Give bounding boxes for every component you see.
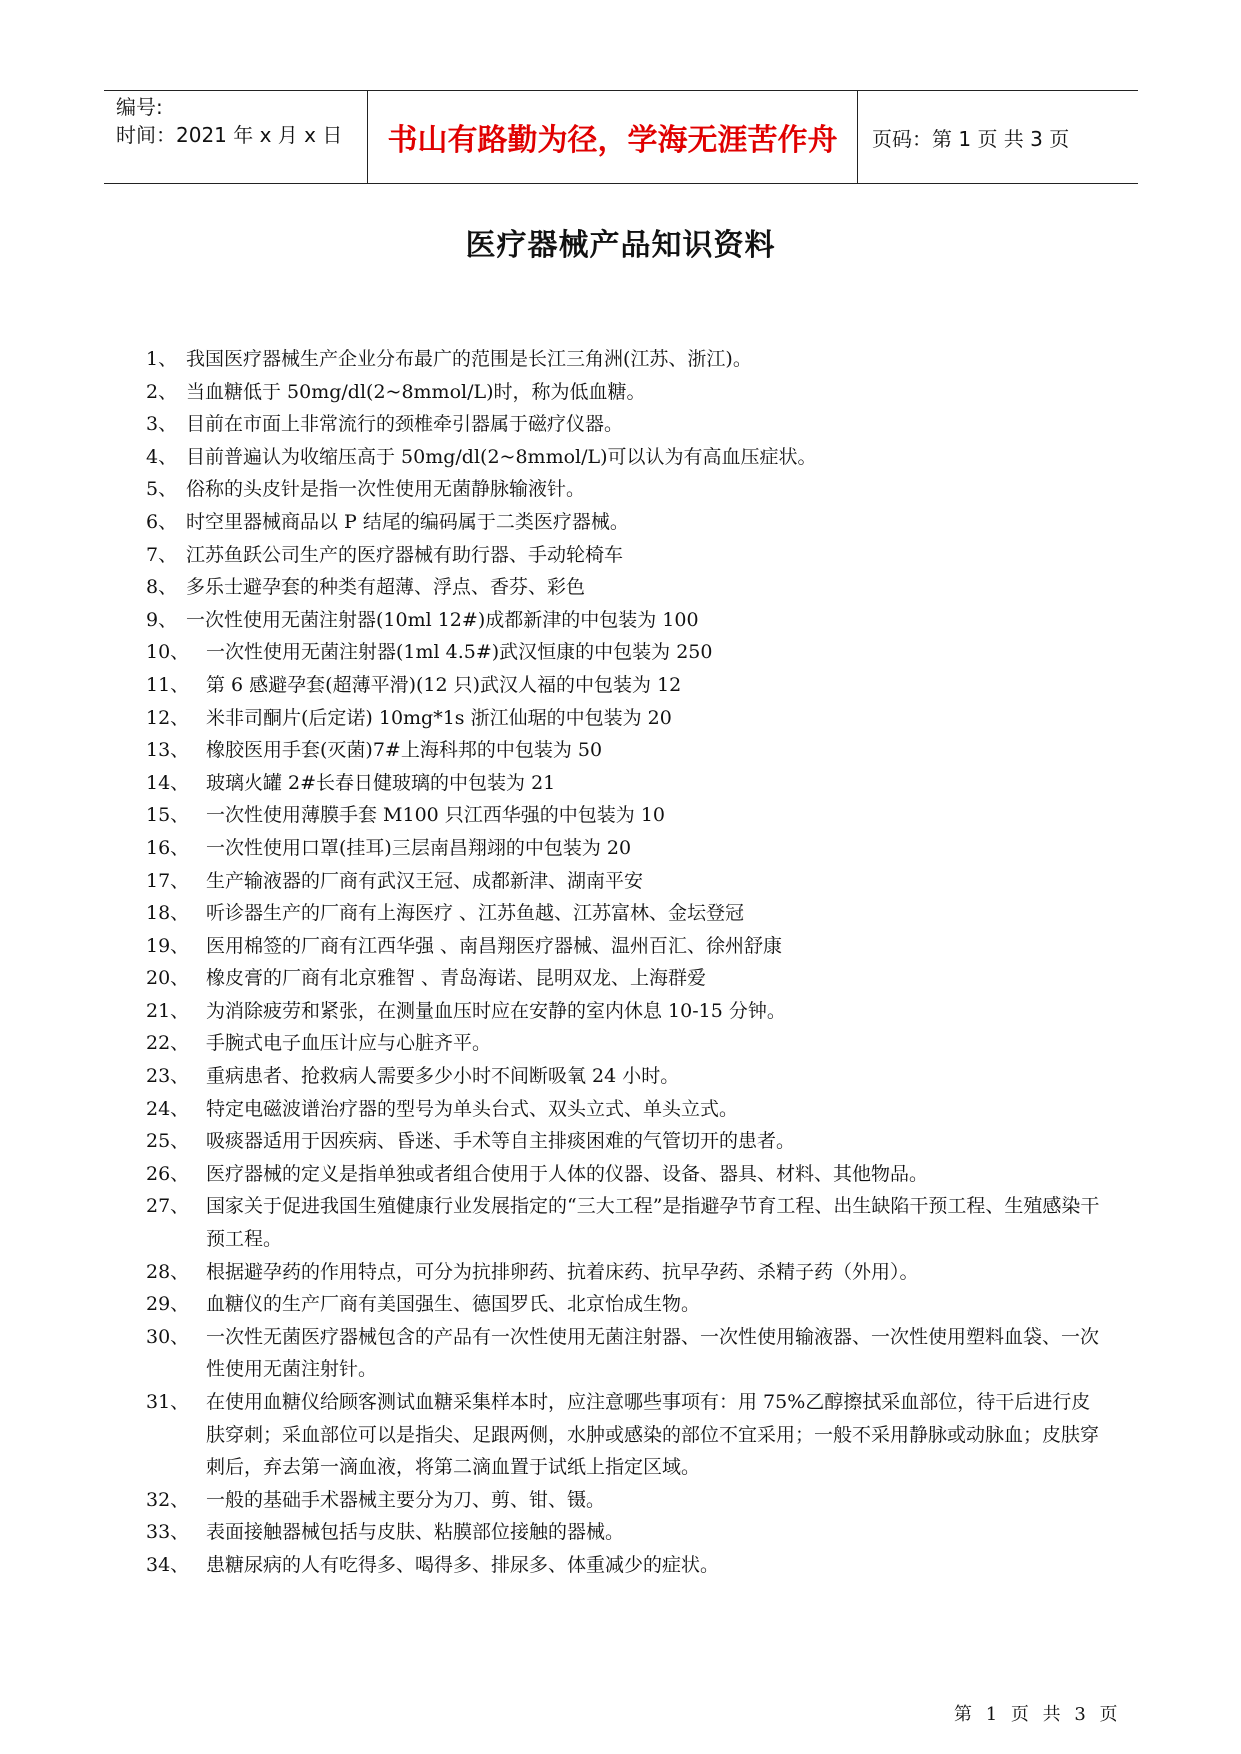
list-item — [146, 441, 1106, 474]
list-item — [146, 930, 1106, 963]
list-item-number: 19、 — [146, 934, 190, 957]
list-item — [146, 376, 1106, 409]
list-item-text: 俗称的头皮针是指一次性使用无菌静脉输液针。 — [186, 478, 586, 501]
list-item-text: 一般的基础手术器械主要分为刀、剪、钳、镊。 — [206, 1488, 606, 1511]
list-item-number: 34、 — [146, 1553, 190, 1576]
list-item — [146, 473, 1106, 506]
list-item-text: 橡皮膏的厂商有北京雅智 、青岛海诺、昆明双龙、上海群爱 — [206, 967, 707, 990]
header-page-number: 页码：第 1 页 共 3 页 — [872, 126, 1070, 151]
list-item — [146, 604, 1106, 637]
knowledge-list — [146, 343, 1106, 1582]
list-item-number: 14、 — [146, 771, 190, 794]
list-item — [146, 1190, 1106, 1255]
list-item-text: 重病患者、抢救病人需要多少小时不间断吸氧 24 小时。 — [206, 1065, 680, 1088]
list-item-text: 目前普遍认为收缩压高于 50mg/dl(2~8mmol/L)可以认为有高血压症状。 — [186, 445, 817, 468]
list-item-number: 28、 — [146, 1260, 190, 1283]
list-item-number: 13、 — [146, 739, 190, 762]
list-item-number: 31、 — [146, 1391, 190, 1413]
list-item-number: 15、 — [146, 804, 190, 827]
page-footer: 第 1 页 共 3 页 — [954, 1704, 1122, 1725]
header-meta — [104, 91, 368, 183]
list-item — [146, 1549, 1106, 1582]
list-item-number: 11、 — [146, 673, 190, 696]
page-header — [104, 90, 1138, 184]
list-item — [146, 702, 1106, 735]
list-item-text: 医用棉签的厂商有江西华强 、南昌翔医疗器械、温州百汇、徐州舒康 — [206, 934, 783, 957]
list-item-text: 第 6 感避孕套(超薄平滑)(12 只)武汉人福的中包装为 12 — [206, 673, 682, 696]
list-item — [146, 767, 1106, 800]
list-item-number: 22、 — [146, 1032, 190, 1055]
list-item-text: 一次性使用无菌注射器(10ml 12#)成都新津的中包装为 100 — [186, 608, 699, 631]
list-item-text: 为消除疲劳和紧张，在测量血压时应在安静的室内休息 10-15 分钟。 — [206, 999, 786, 1022]
header-motto: 书山有路勤为径，学海无涯苦作舟 — [368, 91, 858, 183]
list-item-number: 21、 — [146, 999, 190, 1022]
list-item-text: 在使用血糖仪给顾客测试血糖采集样本时，应注意哪些事项有：用 75%乙醇擦拭采血部位，待干后进行皮肤穿刺；采血部位可以是指尖、足跟两侧，水肿或感染的部位不宜采用；一般不采用静脉或动脉血；皮肤穿刺后，弃去第一滴血液，将第二滴血置于试纸上指定区域。 — [206, 1391, 1100, 1479]
list-item-number: 24、 — [146, 1097, 190, 1120]
list-item-text: 时空里器械商品以 P 结尾的编码属于二类医疗器械。 — [186, 510, 629, 533]
list-item — [146, 1256, 1106, 1289]
list-item-text: 手腕式电子血压计应与心脏齐平。 — [206, 1032, 492, 1055]
list-item-text: 一次性使用口罩(挂耳)三层南昌翔翊的中包装为 20 — [206, 836, 632, 859]
list-item-text: 我国医疗器械生产企业分布最广的范围是长江三角洲(江苏、浙江)。 — [186, 348, 752, 370]
list-item — [146, 1060, 1106, 1093]
list-item-text: 一次性无菌医疗器械包含的产品有一次性使用无菌注射器、一次性使用输液器、一次性使用塑料血袋、一次性使用无菌注射针。 — [206, 1325, 1100, 1381]
list-item-number: 33、 — [146, 1521, 190, 1544]
list-item-text: 目前在市面上非常流行的颈椎牵引器属于磁疗仪器。 — [186, 413, 624, 436]
list-item — [146, 832, 1106, 865]
list-item-text: 橡胶医用手套(灭菌)7#上海科邦的中包装为 50 — [206, 739, 603, 762]
list-item-text: 米非司酮片(后定诺) 10mg*1s 浙江仙琚的中包装为 20 — [206, 706, 672, 729]
list-item — [146, 539, 1106, 572]
list-item-text: 患糖尿病的人有吃得多、喝得多、排尿多、体重减少的症状。 — [206, 1553, 720, 1576]
list-item-text: 吸痰器适用于因疾病、昏迷、手术等自主排痰困难的气管切开的患者。 — [206, 1130, 796, 1153]
list-item-text: 玻璃火罐 2#长春日健玻璃的中包装为 21 — [206, 771, 556, 794]
list-item — [146, 669, 1106, 702]
list-item — [146, 1125, 1106, 1158]
list-item-text: 根据避孕药的作用特点，可分为抗排卵药、抗着床药、抗早孕药、杀精子药（外用）。 — [206, 1260, 919, 1283]
list-item — [146, 995, 1106, 1028]
list-item — [146, 799, 1106, 832]
list-item-text: 生产输液器的厂商有武汉王冠、成都新津、湖南平安 — [206, 869, 644, 892]
list-item — [146, 636, 1106, 669]
list-item — [146, 1321, 1106, 1386]
list-item — [146, 734, 1106, 767]
list-item-number: 17、 — [146, 869, 190, 892]
list-item-number: 8、 — [146, 576, 178, 599]
list-item-text: 江苏鱼跃公司生产的医疗器械有助行器、手动轮椅车 — [186, 543, 624, 566]
list-item-number: 32、 — [146, 1488, 190, 1511]
list-item — [146, 506, 1106, 539]
list-item-number: 20、 — [146, 967, 190, 990]
list-item-text: 特定电磁波谱治疗器的型号为单头台式、双头立式、单头立式。 — [206, 1097, 739, 1120]
list-item-text: 一次性使用薄膜手套 M100 只江西华强的中包装为 10 — [206, 804, 666, 827]
list-item — [146, 962, 1106, 995]
list-item-text: 国家关于促进我国生殖健康行业发展指定的“三大工程”是指避孕节育工程、出生缺陷干预工程、生殖感染干预工程。 — [206, 1195, 1100, 1251]
list-item-number: 10、 — [146, 641, 190, 664]
list-item-number: 2、 — [146, 380, 178, 403]
list-item-text: 血糖仪的生产厂商有美国强生、德国罗氏、北京怡成生物。 — [206, 1293, 701, 1316]
list-item — [146, 343, 1106, 376]
list-item-number: 29、 — [146, 1293, 190, 1316]
list-item-number: 6、 — [146, 510, 178, 533]
list-item — [146, 1288, 1106, 1321]
list-item-text: 当血糖低于 50mg/dl(2~8mmol/L)时，称为低血糖。 — [186, 380, 646, 403]
list-item-number: 23、 — [146, 1065, 190, 1088]
document-title: 医疗器械产品知识资料 — [465, 228, 776, 263]
list-item-number: 3、 — [146, 413, 178, 436]
list-item — [146, 1386, 1106, 1484]
list-item — [146, 865, 1106, 898]
list-item-text: 表面接触器械包括与皮肤、粘膜部位接触的器械。 — [206, 1521, 625, 1544]
list-item-number: 25、 — [146, 1130, 190, 1153]
list-item-number: 5、 — [146, 478, 178, 501]
list-item — [146, 1027, 1106, 1060]
list-item-number: 1、 — [146, 348, 178, 370]
document-time-label: 时间：2021 年 x 月 x 日 — [116, 123, 343, 147]
list-item — [146, 1093, 1106, 1126]
list-item-text: 一次性使用无菌注射器(1ml 4.5#)武汉恒康的中包装为 250 — [206, 641, 713, 664]
list-item-number: 30、 — [146, 1325, 190, 1348]
list-item-text: 多乐士避孕套的种类有超薄、浮点、香芬、彩色 — [186, 576, 586, 599]
list-item-number: 18、 — [146, 902, 190, 925]
list-item — [146, 1484, 1106, 1517]
list-item-number: 4、 — [146, 445, 178, 468]
list-item-number: 12、 — [146, 706, 190, 729]
list-item — [146, 897, 1106, 930]
list-item — [146, 571, 1106, 604]
list-item-number: 9、 — [146, 608, 178, 631]
list-item-number: 16、 — [146, 836, 190, 859]
list-item-text: 医疗器械的定义是指单独或者组合使用于人体的仪器、设备、器具、材料、其他物品。 — [206, 1162, 929, 1185]
list-item-number: 26、 — [146, 1162, 190, 1185]
list-item — [146, 1516, 1106, 1549]
list-item-number: 27、 — [146, 1195, 190, 1218]
list-item — [146, 1158, 1106, 1191]
list-item-text: 听诊器生产的厂商有上海医疗 、江苏鱼越、江苏富林、金坛登冠 — [206, 902, 745, 925]
document-number-label: 编号: — [116, 95, 163, 119]
list-item — [146, 408, 1106, 441]
list-item-number: 7、 — [146, 543, 178, 566]
